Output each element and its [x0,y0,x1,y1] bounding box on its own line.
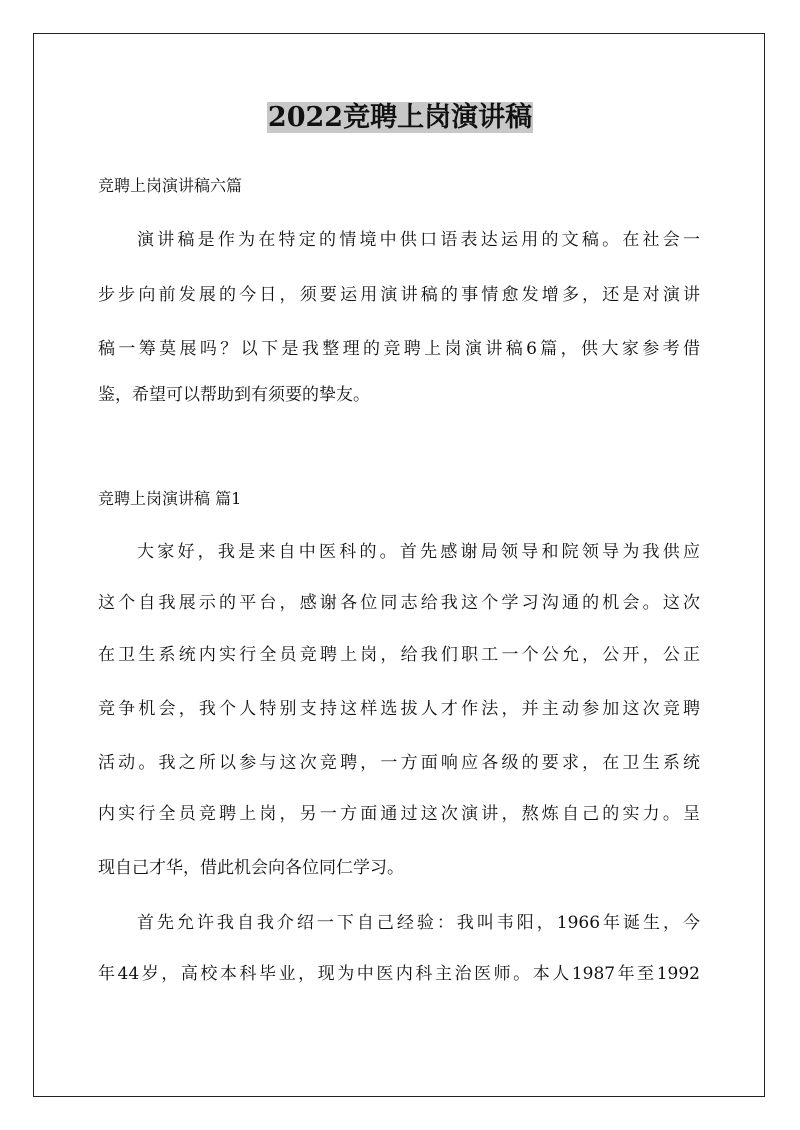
intro-line: 鉴，希望可以帮助到有须要的挚友。 [98,385,370,405]
paragraph-line: 这个自我展示的平台，感谢各位同志给我这个学习沟通的机会。这次 [98,593,700,613]
paragraph-line: 首先允许我自我介绍一下自己经验：我叫韦阳，1966年诞生，今 [137,913,700,933]
paragraph-line: 内实行全员竞聘上岗，另一方面通过这次演讲，熬炼自己的实力。呈 [98,804,700,824]
paragraph-line: 年44岁，高校本科毕业，现为中医内科主治医师。本人1987年至1992 [98,964,700,984]
paragraph-line: 竞争机会，我个人特别支持这样选拔人才作法，并主动参加这次竞聘 [98,699,700,719]
paragraph-line: 现自己才华，借此机会向各位同仁学习。 [98,858,404,878]
document-title [0,100,800,136]
paragraph-line: 在卫生系统内实行全员竞聘上岗，给我们职工一个公允，公开，公正 [98,645,700,665]
intro-heading: 竞聘上岗演讲稿六篇 [98,176,243,195]
intro-line: 稿一筹莫展吗？以下是我整理的竞聘上岗演讲稿6篇，供大家参考借 [98,339,700,359]
section-heading: 竞聘上岗演讲稿 篇1 [98,489,242,508]
intro-line: 演讲稿是作为在特定的情境中供口语表达运用的文稿。在社会一 [137,230,700,250]
paragraph-line: 活动。我之所以参与这次竞聘，一方面响应各级的要求，在卫生系统 [98,753,700,773]
intro-line: 步步向前发展的今日，须要运用演讲稿的事情愈发增多，还是对演讲 [98,285,700,305]
document-title-text: 2022竞聘上岗演讲稿 [267,102,533,133]
paragraph-line: 大家好，我是来自中医科的。首先感谢局领导和院领导为我供应 [137,542,700,562]
